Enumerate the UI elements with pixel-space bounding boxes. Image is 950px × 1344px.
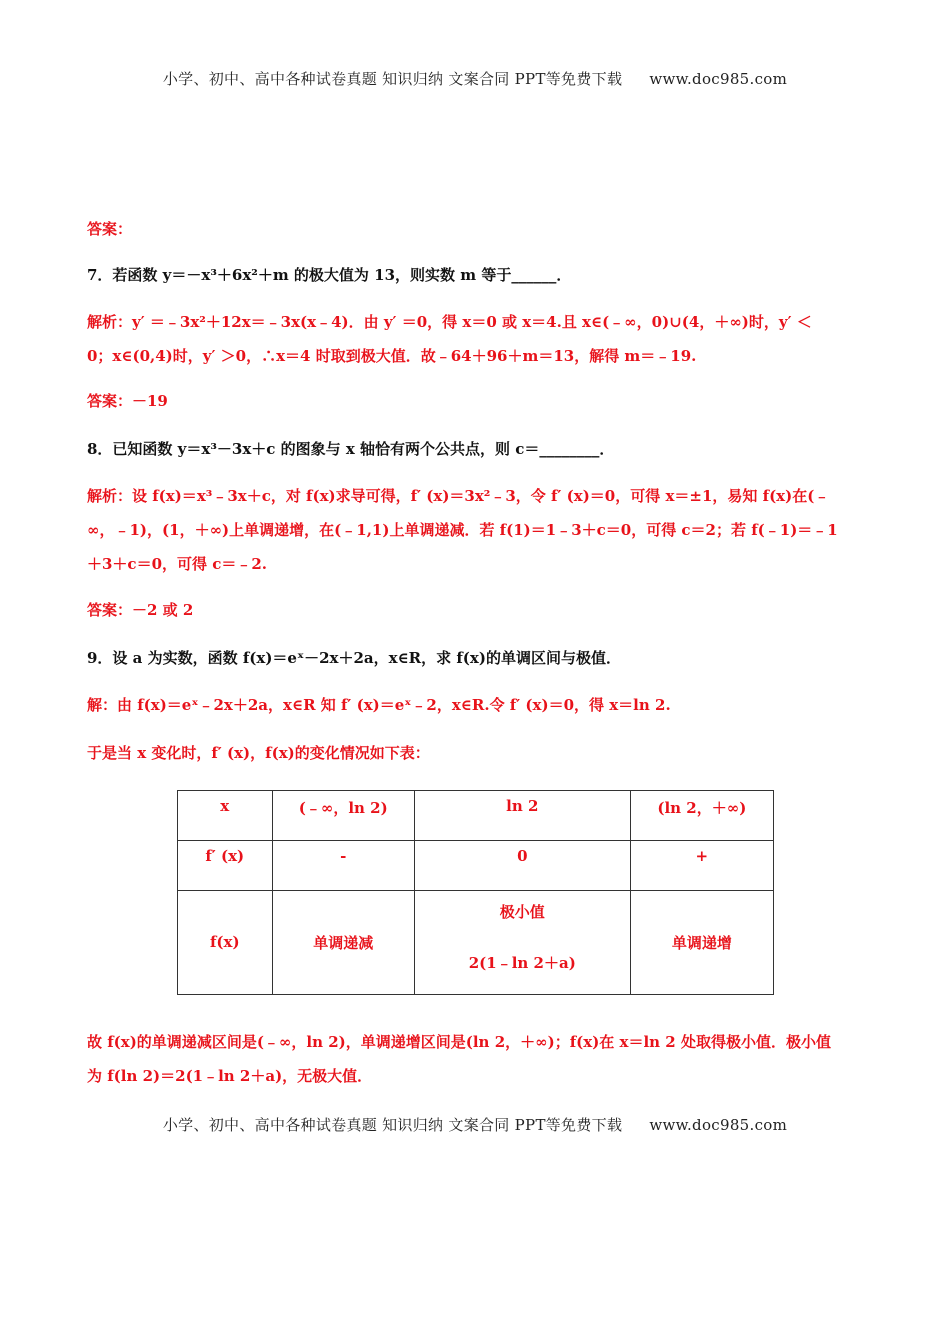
footer-site: www.doc985.com bbox=[649, 1116, 788, 1134]
table-cell: 单调递增 bbox=[630, 891, 773, 995]
q7-analysis-line1: 解析：y′ ＝﹣3x²＋12x＝﹣3x(x﹣4)．由 y′ ＝0，得 x＝0 或 x＝4.且 x∈(﹣∞，0)∪(4，＋∞)时，y′ ＜ bbox=[87, 313, 812, 331]
q7-analysis bbox=[87, 305, 867, 373]
q8-analysis-line2: ∞，﹣1)，(1，＋∞)上单调递增，在(﹣1,1)上单调递减．若 f(1)＝1﹣3＋c＝0，可得 c＝2；若 f(﹣1)＝﹣1 bbox=[87, 521, 838, 539]
q9-solution-line2: 于是当 x 变化时，f′ (x)，f(x)的变化情况如下表： bbox=[87, 744, 430, 762]
variation-table bbox=[177, 790, 774, 995]
q9-question: 9．设 a 为实数，函数 f(x)＝eˣ－2x＋2a，x∈R，求 f(x)的单调区间与极值． bbox=[87, 649, 621, 667]
page-footer bbox=[0, 1114, 950, 1135]
table-cell: 单调递减 bbox=[272, 891, 414, 995]
table-cell: f′ (x) bbox=[178, 841, 273, 891]
q8-analysis-line3: ＋3＋c＝0，可得 c＝﹣2. bbox=[87, 555, 268, 573]
table-row bbox=[178, 791, 774, 841]
min-value-label: 极小值 bbox=[499, 903, 545, 921]
q7-question: 7．若函数 y＝－x³＋6x²＋m 的极大值为 13，则实数 m 等于______． bbox=[87, 266, 572, 284]
q8-answer: 答案：－2 或 2 bbox=[87, 601, 194, 619]
table-cell: (ln 2，＋∞) bbox=[630, 791, 773, 841]
page-header bbox=[0, 68, 950, 89]
q7-analysis-line2: 0；x∈(0,4)时，y′ ＞0，∴x＝4 时取到极大值．故﹣64＋96＋m＝13，解得 m＝﹣19. bbox=[87, 347, 697, 365]
table-cell: f(x) bbox=[178, 891, 273, 995]
table-cell: - bbox=[272, 841, 414, 891]
table-cell-min bbox=[414, 891, 630, 995]
header-text: 小学、初中、高中各种试卷真题 知识归纳 文案合同 PPT等免费下载 bbox=[162, 70, 623, 88]
table-row bbox=[178, 891, 774, 995]
q9-conclusion-line2: 为 f(ln 2)＝2(1﹣ln 2＋a)，无极大值． bbox=[87, 1067, 373, 1085]
table-row bbox=[178, 841, 774, 891]
q7-answer: 答案：－19 bbox=[87, 392, 168, 410]
answer-6-label: 答案： bbox=[87, 220, 133, 238]
table-cell: + bbox=[630, 841, 773, 891]
table-cell: x bbox=[178, 791, 273, 841]
header-site: www.doc985.com bbox=[649, 70, 788, 88]
min-value-expr: 2(1﹣ln 2＋a) bbox=[468, 954, 576, 972]
q8-analysis-line1: 解析：设 f(x)＝x³﹣3x＋c，对 f(x)求导可得，f′ (x)＝3x²﹣3，令 f′ (x)＝0，可得 x＝±1，易知 f(x)在(﹣ bbox=[87, 487, 830, 505]
q9-conclusion-line1: 故 f(x)的单调递减区间是(﹣∞，ln 2)，单调递增区间是(ln 2，＋∞)；f(x)在 x＝ln 2 处取得极小值．极小值 bbox=[87, 1033, 831, 1051]
q9-conclusion bbox=[87, 1025, 867, 1093]
q9-solution-line1: 解：由 f(x)＝eˣ﹣2x＋2a，x∈R 知 f′ (x)＝eˣ﹣2，x∈R.令 f′ (x)＝0，得 x＝ln 2. bbox=[87, 696, 671, 714]
table-cell: (﹣∞，ln 2) bbox=[272, 791, 414, 841]
table-cell: 0 bbox=[414, 841, 630, 891]
footer-text: 小学、初中、高中各种试卷真题 知识归纳 文案合同 PPT等免费下载 bbox=[162, 1116, 623, 1134]
q8-question: 8．已知函数 y＝x³－3x＋c 的图象与 x 轴恰有两个公共点，则 c＝________． bbox=[87, 440, 615, 458]
q8-analysis bbox=[87, 479, 867, 581]
table-cell: ln 2 bbox=[414, 791, 630, 841]
